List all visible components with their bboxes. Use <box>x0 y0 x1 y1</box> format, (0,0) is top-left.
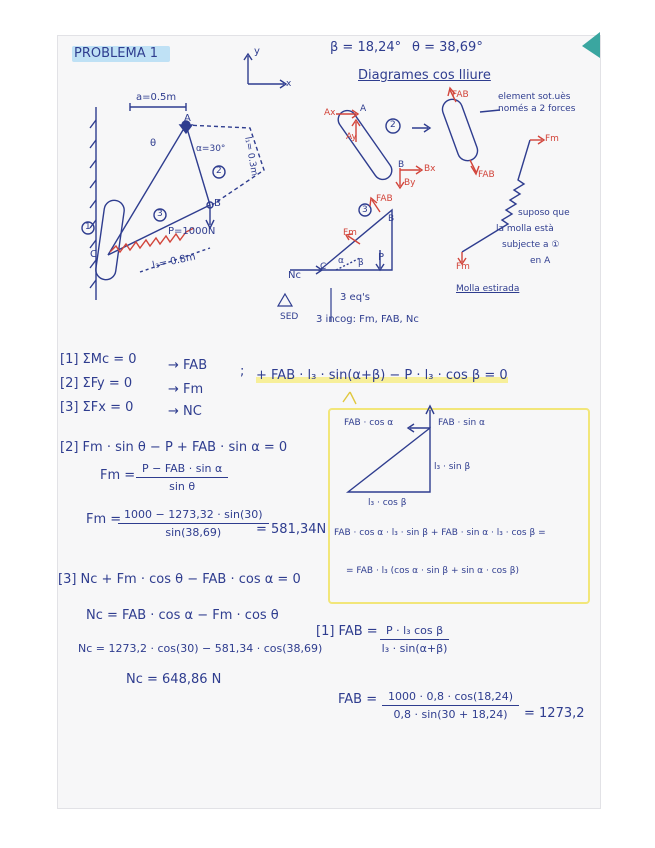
eq2-arrow: → Fm <box>168 382 204 397</box>
sol1-result: = 1273,2 <box>524 706 585 721</box>
fbd-by: By <box>404 178 416 188</box>
note-forces: només a 2 forces <box>498 104 576 114</box>
sol3-line2: Nc = FAB · cos α − Fm · cos θ <box>86 608 279 623</box>
beta-value: β = 18,24° <box>330 40 402 55</box>
sol1-denominator: l₃ · sin(α+β) <box>381 642 448 655</box>
corner-mark <box>582 32 600 58</box>
sub-c: C <box>320 262 327 272</box>
sol3-line3: Nc = 1273,2 · cos(30) − 581,34 · cos(38,69) <box>78 642 323 655</box>
sol3-line1: [3] Nc + Fm · cos θ − FAB · cos α = 0 <box>58 572 301 587</box>
box-fab-sin: FAB · sin α <box>438 418 485 428</box>
sol1-calc-numerator: 1000 · 0,8 · cos(18,24) <box>382 690 519 706</box>
sol3-result: Nc = 648,86 N <box>126 672 222 687</box>
point-a: A <box>184 113 191 124</box>
sol2-line1: [2] Fm · sin θ − P + FAB · sin α = 0 <box>60 440 288 455</box>
sol2-lhs: Fm = <box>100 468 136 483</box>
dim-a: a=0.5m <box>136 92 177 103</box>
box-l3-sin: l₃ · sin β <box>434 462 471 472</box>
diagram-title: Diagrames cos lliure <box>358 68 491 83</box>
sol2-fraction <box>136 462 228 493</box>
fbd-ax: Ax <box>324 108 336 118</box>
box-moment-line1: FAB · cos α · l₃ · sin β + FAB · sin α · l₃ · cos β = <box>334 528 546 538</box>
spring-note-3: subjecte a ① <box>502 240 560 250</box>
fbd-member2 <box>335 107 430 183</box>
note-element: element sot.uès <box>498 92 571 102</box>
eq1-full: + FAB · l₃ · sin(α+β) − P · l₃ · cos β = 0 <box>256 368 508 383</box>
eq3-arrow: → NC <box>168 404 202 419</box>
sol2-calc-fraction <box>118 508 269 539</box>
sub-beta: β <box>358 258 364 268</box>
theta-value: θ = 38,69° <box>412 40 483 55</box>
box-l3-cos: l₃ · cos β <box>368 498 407 508</box>
eq1-separator: ; <box>240 364 245 379</box>
sol1-calc-denominator: 0,8 · sin(30 + 18,24) <box>393 708 508 721</box>
member-3-label: 3 <box>157 209 163 219</box>
pointer-arrow <box>343 392 356 404</box>
spring-note-2: la molla està <box>496 224 554 234</box>
point-c: C <box>90 249 97 260</box>
eqs-count: 3 eq's <box>340 292 370 303</box>
sol2-calc-numerator: 1000 − 1273,32 · sin(30) <box>118 508 269 524</box>
sol2-result: = 581,34N <box>256 522 327 537</box>
eq1: [1] ΣMc = 0 <box>60 352 137 367</box>
axis-x-label: x <box>286 79 292 89</box>
eq3: [3] ΣFx = 0 <box>60 400 134 415</box>
sol1-lhs: [1] FAB = <box>316 624 378 639</box>
dim-l1: l₁= 0.3m <box>242 136 259 177</box>
sub-nc: Nc <box>288 270 301 281</box>
fbd-a: A <box>360 104 367 114</box>
fbd-ay: Ay <box>346 132 357 142</box>
fbd-two-force-member <box>440 97 500 164</box>
sol2-calc-denominator: sin(38,69) <box>165 526 222 539</box>
point-b: B <box>214 198 221 209</box>
sub-alpha: α <box>338 256 344 266</box>
dim-l3: l₃= 0.8m <box>151 251 197 272</box>
fbd-fab-bottom: FAB <box>478 170 495 180</box>
angle-theta: θ <box>150 138 157 149</box>
load-p: P=1000N <box>168 226 216 237</box>
incog-count: 3 incog: Fm, FAB, Nc <box>316 314 419 325</box>
problem-title: PROBLEMA 1 <box>74 46 158 61</box>
sed-label: SED <box>280 312 299 322</box>
sol1-fraction <box>380 624 449 655</box>
box-fab-cos: FAB · cos α <box>344 418 394 428</box>
mechanism-figure <box>82 103 264 300</box>
sub-p: P <box>378 252 385 263</box>
sol2-numerator: P − FAB · sin α <box>136 462 228 478</box>
fbd-fm-bottom: Fm <box>456 262 470 272</box>
member-2-label: 2 <box>216 166 222 176</box>
sol1-numerator: P · l₃ cos β <box>380 624 449 640</box>
sub-b: B <box>388 214 395 224</box>
spring-stretched: Molla estirada <box>456 284 520 294</box>
member-1-label: 1 <box>85 222 91 232</box>
fbd-fab-top: FAB <box>452 90 469 100</box>
fbd-fm-top: Fm <box>545 134 559 144</box>
eq1-arrow: → FAB <box>168 358 208 373</box>
axis-y-label: y <box>254 46 260 57</box>
fbd-bx: Bx <box>424 164 436 174</box>
sub-num3: 3 <box>362 205 368 215</box>
angle-alpha: α=30° <box>196 144 226 154</box>
sub-fm: Fm <box>343 228 357 238</box>
sol1-calc-fraction <box>382 690 519 721</box>
sol1-calc-lhs: FAB = <box>338 692 378 707</box>
spring-note-4: en A <box>530 256 551 266</box>
sol2-calc-lhs: Fm = <box>86 512 122 527</box>
spring-note-1: suposo que <box>518 208 570 218</box>
eq2: [2] ΣFy = 0 <box>60 376 133 391</box>
fbd-num2: 2 <box>390 120 396 130</box>
fbd-b: B <box>398 160 405 170</box>
sub-fab: FAB <box>376 194 393 204</box>
sol2-denominator: sin θ <box>169 480 196 493</box>
spring-fbd <box>462 140 530 252</box>
box-moment-line2: = FAB · l₃ (cos α · sin β + sin α · cos β) <box>346 566 519 576</box>
